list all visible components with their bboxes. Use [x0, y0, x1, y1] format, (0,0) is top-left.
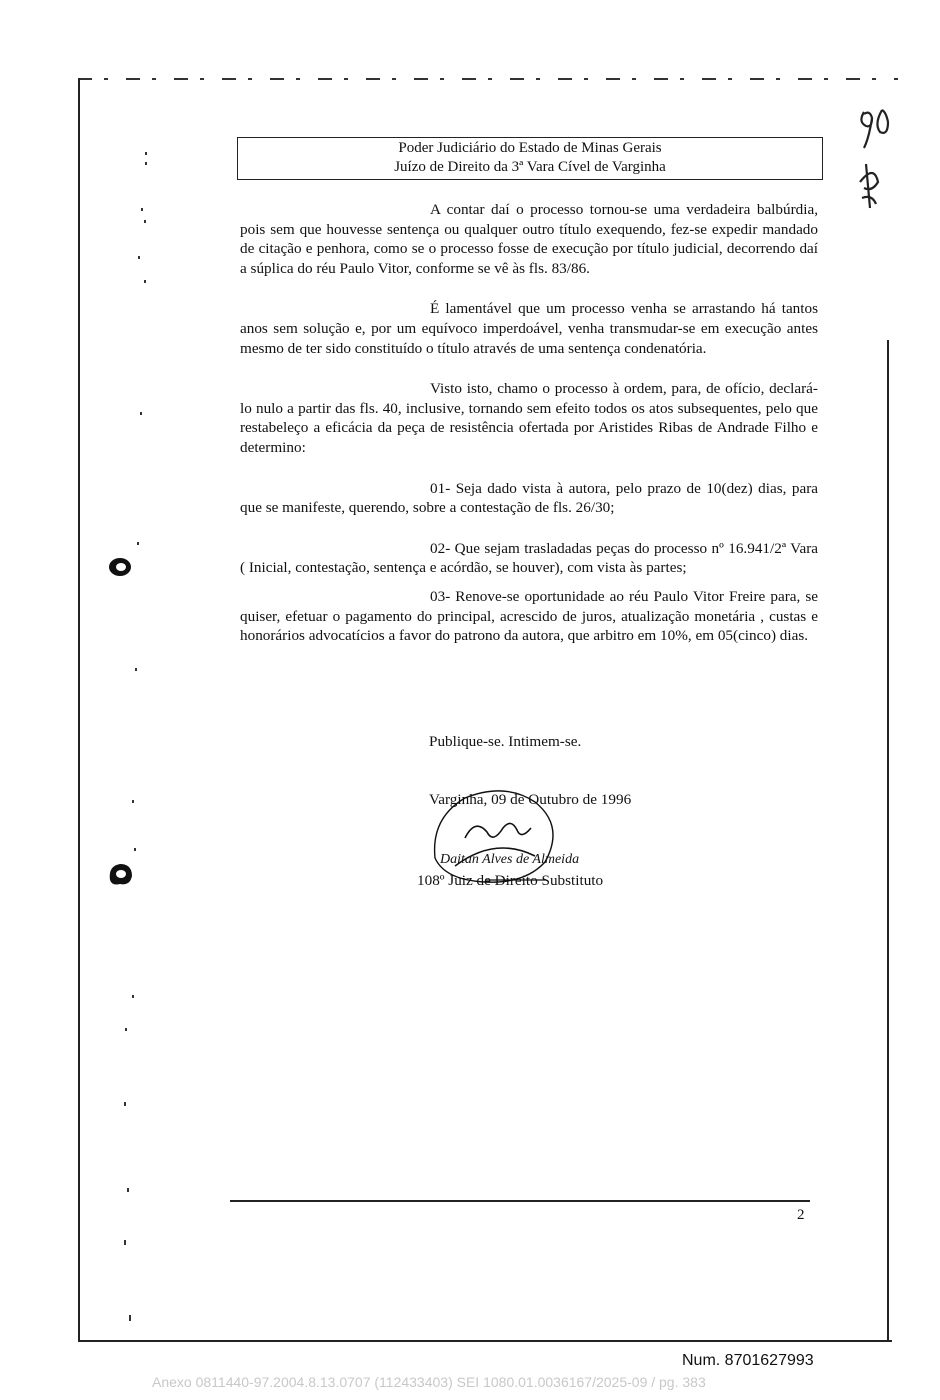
paragraph: É lamentável que um processo venha se arrastando há tantos anos sem solução e, por um equívoco imperdoável, venha transmudar-se em execução antes mesmo de ter sido constituído o título através de uma sentença condenatória.: [240, 300, 818, 357]
scan-specks: [115, 140, 155, 1340]
handwritten-page-mark: [852, 102, 902, 212]
date-line: Varginha, 09 de Outubro de 1996: [429, 791, 632, 808]
order-item: 03- Renove-se oportunidade ao réu Paulo Vitor Freire para, se quiser, efetuar o pagamento do principal, acrescido de juros, atualização monetária , custas e honorários advocatícios a favor do patrono da autora, que arbitro em 10%, em 05(cinco) dias.: [240, 587, 818, 645]
header-line-1: Poder Judiciário do Estado de Minas Gerais: [398, 140, 662, 156]
footer-rule: [230, 1200, 810, 1202]
page-number: 2: [797, 1207, 805, 1223]
order-item: 01- Seja dado vista à autora, pelo prazo de 10(dez) dias, para que se manifeste, querendo, sobre a contestação de fls. 26/30;: [240, 479, 818, 517]
closing-formula: Publique-se. Intimem-se.: [429, 733, 582, 750]
court-header: [237, 137, 823, 180]
annex-reference-stamp: Anexo 0811440-97.2004.8.13.0707 (112433403) SEI 1080.01.0036167/2025-09 / pg. 383: [152, 1374, 706, 1390]
document-number-stamp: Num. 8701627993: [682, 1352, 814, 1369]
decision-body: [240, 200, 818, 646]
signer-name: Daitan Alves de Almeida: [440, 852, 580, 867]
order-item: 02- Que sejam trasladadas peças do processo nº 16.941/2ª Vara ( Inicial, contestação, sentença e acórdão, se houver), com vista às partes;: [240, 539, 818, 577]
paragraph: Visto isto, chamo o processo à ordem, para, de ofício, declará-lo nulo a partir das fls. 40, inclusive, tornando sem efeito todos os atos subsequentes, pelo que restabeleço a eficácia da peça de resistência ofertada por Aristides Ribas de Andrade Filho e determino:: [240, 380, 818, 456]
signer-title: 108º Juiz de Direito Substituto: [417, 872, 604, 889]
scan-right-edge: [887, 340, 889, 1340]
header-line-2: Juízo de Direito da 3ª Vara Cível de Varginha: [394, 159, 666, 175]
paragraph: A contar daí o processo tornou-se uma verdadeira balbúrdia, pois sem que houvesse sentença ou qualquer outro título exequendo, fez-se expedir mandado de citação e penhora, como se o processo fosse de execução por título judicial, decorrendo daí a súplica do réu Paulo Vitor, conforme se vê às fls. 83/86.: [240, 201, 818, 277]
